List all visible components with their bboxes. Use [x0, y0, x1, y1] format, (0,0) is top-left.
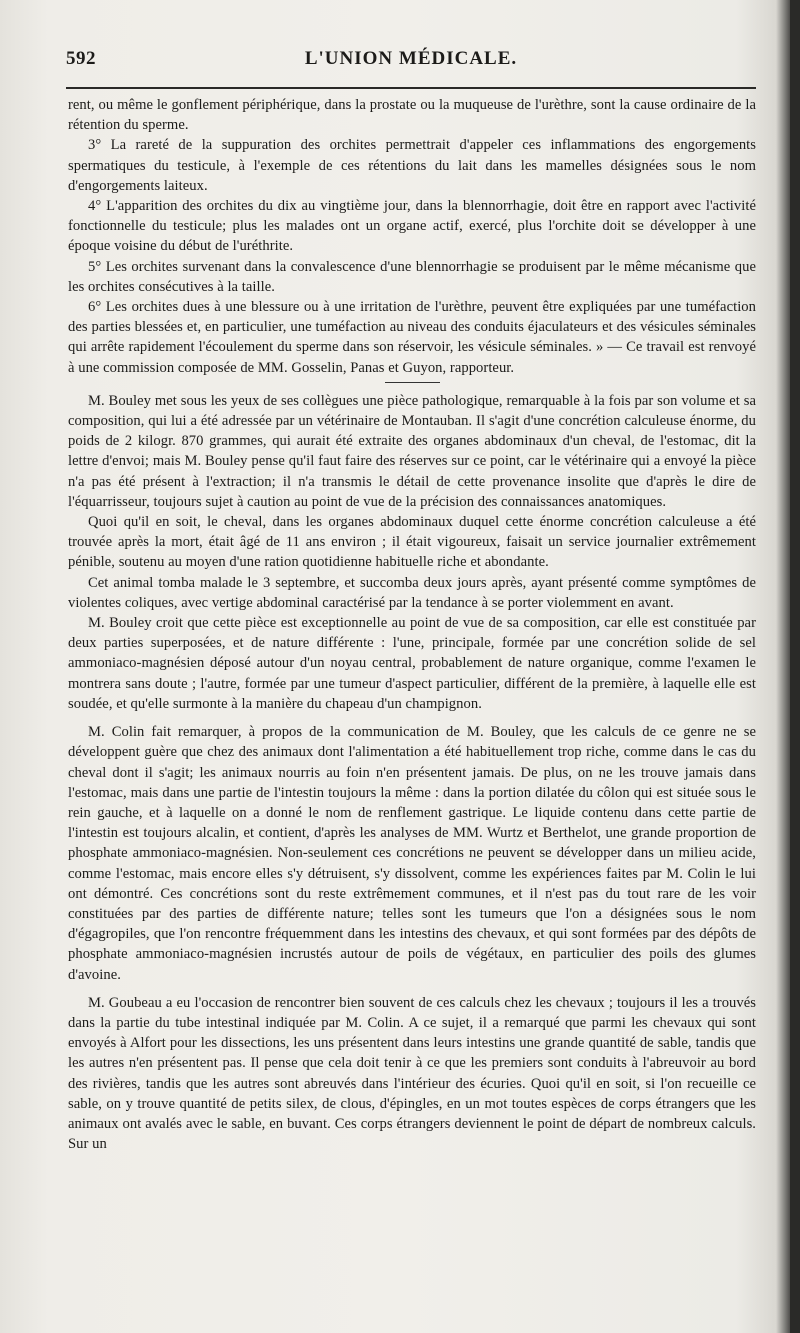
paragraph: M. Bouley met sous les yeux de ses collègues une pièce pathologique, remarquable à la fois par son volume et sa composition, qui lui a été adressée par un vétérinaire de Montauban. Il s'agit d'une concrétion calculeuse énorme, du poids de 2 kilogr. 870 grammes, qui aurait été extraite des organes abdominaux d'un cheval, de l'estomac, dit la lettre d'envoi; mais M. Bouley pense qu'il faut faire des réserves sur ce point, car le vétérinaire qui a envoyé la pièce n'a pas été présent à l'extraction; il n'a transmis le détail de cette provenance insolite que d'après le dire de l'équarrisseur, toujours sujet à caution au point de vue de la précision des connaissances anatomiques. [68, 392, 756, 510]
paragraph: 3° La rareté de la suppuration des orchites permettrait d'appeler ces inflammations des engorgements spermatiques du testicule, à l'exemple de ces rétentions du lait dans les mamelles désignées sous le nom d'engorgements laiteux. [68, 137, 756, 194]
page-number: 592 [66, 48, 96, 69]
paragraph: Cet animal tomba malade le 3 septembre, et succomba deux jours après, ayant présenté comme symptômes de violentes coliques, avec vertige abdominal caractérisé par la tendance à se porter violemment en avant. [68, 574, 756, 611]
paragraph: rent, ou même le gonflement périphérique, dans la prostate ou la muqueuse de l'urèthre, sont la cause ordinaire de la rétention du sperme. [68, 97, 756, 134]
section-separator [385, 382, 440, 383]
running-title: L'UNION MÉDICALE. [304, 48, 518, 69]
body-text [68, 95, 756, 1154]
paragraph: M. Colin fait remarquer, à propos de la communication de M. Bouley, que les calculs de ce genre ne se développent guère que chez des animaux dont l'alimentation a été habituellement trop riche, comme dans le cas du cheval dont il s'agit; les animaux nourris au foin n'en présentent jamais. De plus, on ne les trouve jamais dans l'estomac, mais dans une partie de l'intestin toujours la même : dans la portion dilatée du côlon qui est située sous le rein gauche, et à laquelle on a donné le nom de renflement gastrique. Le liquide contenu dans cette partie de l'intestin est toujours alcalin, et contient, d'après les analyses de MM. Wurtz et Berthelot, une grande proportion de phosphate ammoniaco-magnésien. Non-seulement ces concrétions ne peuvent se développer dans un milieu acide, comme l'estomac, mais encore elles s'y détruisent, s'y dissolvent, comme les expériences faites par M. Colin le lui ont démontré. Ces concrétions sont du reste extrêmement communes, et il n'est pas du tout rare de les voir constituées par des parties de différente nature; telles sont les tumeurs que l'on a désignées sous le nom d'égagropiles, que l'on rencontre fréquemment dans les intestins des chevaux, et qui sont formées par des dépôts de phosphate ammoniaco-magnésien incrustés autour de poils de végétaux, en particulier des poils des glumes d'avoine. [68, 724, 756, 983]
header-rule [66, 87, 756, 89]
paragraph: 5° Les orchites survenant dans la convalescence d'une blennorrhagie se produisent par le même mécanisme que les orchites consécutives à la taille. [68, 258, 756, 295]
page-header [66, 48, 756, 76]
paragraph: Quoi qu'il en soit, le cheval, dans les organes abdominaux duquel cette énorme concrétion calculeuse a été trouvée après la mort, était âgé de 11 ans environ ; il était vigoureux, faisait un service journalier extrêmement pénible, soutenu au moyen d'une ration quotidienne habituelle riche et abondante. [68, 514, 756, 571]
scan-edge [790, 0, 800, 1333]
paragraph: 6° Les orchites dues à une blessure ou à une irritation de l'urèthre, peuvent être expliquées par une tuméfaction des parties blessées et, en particulier, une tuméfaction au niveau des conduits éjaculateurs et des vésicules séminales qui arrête rapidement l'écoulement du sperme dans son réservoir, les vésicule séminales. » — Ce travail est renvoyé à une commission composée de MM. Gosselin, Panas et Guyon, rapporteur. [68, 299, 756, 376]
paragraph: M. Bouley croit que cette pièce est exceptionnelle au point de vue de sa composition, car elle est constituée par deux parties superposées, et de nature différente : l'une, principale, formée par une concrétion solide de sel ammoniaco-magnésien déposé autour d'un noyau central, probablement de nature organique, comme l'examen le montrera sans doute ; l'autre, formée par une tumeur d'aspect particulier, différent de la première, à laquelle elle est soudée, et qu'elle surmonte à la manière du chapeau d'un champignon. [68, 615, 756, 712]
paragraph: 4° L'apparition des orchites du dix au vingtième jour, dans la blennorrhagie, doit être en rapport avec l'activité fonctionnelle du testicule; plus les malades ont un organe actif, exercé, plus l'orchite doit se développer à une époque voisine du début de l'uréthrite. [68, 198, 756, 255]
paragraph: M. Goubeau a eu l'occasion de rencontrer bien souvent de ces calculs chez les chevaux ; toujours il les a trouvés dans la partie du tube intestinal indiquée par M. Colin. A ce sujet, il a remarqué que parmi les chevaux qui sont envoyés à Alfort pour les dissections, les uns présentent dans leurs intestins une grande quantité de sable, tandis que les autres n'en présentent pas. Il pense que cela doit tenir à ce que les premiers sont conduits à l'abreuvoir au bord des rivières, tandis que les autres sont abreuvés dans l'intérieur des écuries. Quoi qu'il en soit, si l'on recueille ce sable, on y trouve quantité de petits silex, de clous, d'épingles, en un mot toutes espèces de corps étrangers que les animaux ont avalés avec le sable, en buvant. Ces corps étrangers deviennent le point de départ de nombreux calculs. Sur un [68, 994, 756, 1153]
